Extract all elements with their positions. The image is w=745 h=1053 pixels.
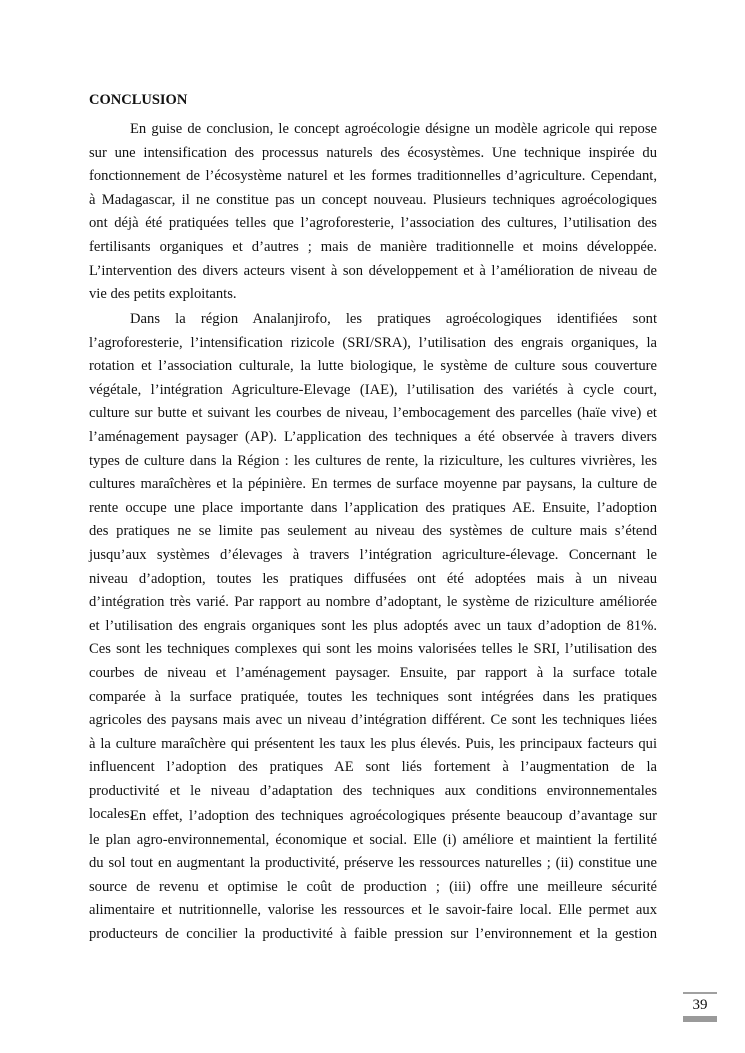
text-line: et l’utilisation des engrais organiques sont les plus adoptés avec un taux d’adoption de 81%. bbox=[89, 617, 657, 634]
page-number-box bbox=[683, 992, 717, 1022]
text-line: jusqu’aux systèmes d’élevages à travers l’intégration agriculture-élevage. Concernant le bbox=[89, 546, 657, 563]
text-line: l’aménagement paysager (AP). L’application des techniques a été observée à travers divers bbox=[89, 428, 657, 445]
text-line: source de revenu et optimise le coût de production ; (iii) offre une meilleure sécurité bbox=[89, 878, 657, 895]
text-line: à Madagascar, il ne constitue pas un concept nouveau. Plusieurs techniques agroécologiques bbox=[89, 191, 657, 208]
text-line: culture sur butte et suivant les courbes de niveau, l’embocagement des parcelles (haïe vive) et bbox=[89, 405, 657, 422]
text-line: locales. bbox=[89, 806, 134, 823]
text-line: agricoles des paysans mais avec un niveau d’intégration différent. Ce sont les techniques liées bbox=[89, 712, 657, 729]
text-line: fertilisants organiques et d’autres ; mais de manière traditionnelle et moins développée. bbox=[89, 238, 657, 255]
text-line: fonctionnement de l’écosystème naturel et les formes traditionnelles d’agriculture. Cependant, bbox=[89, 168, 657, 185]
text-line: du sol tout en augmentant la productivité, préserve les ressources naturelles ; (ii) constitue une bbox=[89, 855, 657, 872]
text-line: productivité et le niveau d’adaptation des techniques aux conditions environnementales bbox=[89, 782, 657, 799]
section-heading: CONCLUSION bbox=[89, 92, 188, 108]
text-line: des pratiques ne se limite pas seulement au niveau des systèmes de culture mais s’étend bbox=[89, 523, 657, 540]
text-line: rente occupe une place importante dans l’application des pratiques AE. Ensuite, l’adoption bbox=[89, 499, 657, 516]
text-line: ont déjà été pratiquées telles que l’agroforesterie, l’association des cultures, l’utilisation des bbox=[89, 215, 657, 232]
text-line: le plan agro-environnemental, économique et social. Elle (i) améliore et maintient la fertilité bbox=[89, 831, 657, 848]
text-line: niveau d’adoption, toutes les pratiques diffusées ont été adoptées mais à un niveau bbox=[89, 570, 657, 587]
text-line: végétale, l’intégration Agriculture-Elevage (IAE), l’utilisation des variétés à cycle court, bbox=[89, 381, 657, 398]
paragraph-2 bbox=[89, 308, 657, 827]
text-line: producteurs de concilier la productivité à faible pression sur l’environnement et la gestion bbox=[89, 925, 657, 942]
text-line: courbes de niveau et l’aménagement paysager. Ensuite, par rapport à la surface totale bbox=[89, 664, 657, 681]
text-line: vie des petits exploitants. bbox=[89, 286, 237, 303]
text-line: En guise de conclusion, le concept agroécologie désigne un modèle agricole qui repose bbox=[130, 121, 657, 137]
text-line: L’intervention des divers acteurs visent à son développement et à l’amélioration de niveau de bbox=[89, 262, 657, 279]
text-line: cultures maraîchères et la pépinière. En termes de surface moyenne par paysans, la culture de bbox=[89, 476, 657, 493]
text-line: Dans la région Analanjirofo, les pratiques agroécologiques identifiées sont bbox=[130, 311, 657, 327]
text-line: comparée à la surface pratiquée, toutes les techniques sont intégrées dans les pratiques bbox=[89, 688, 657, 705]
text-line: l’agroforesterie, l’intensification rizicole (SRI/SRA), l’utilisation des engrais organiques, la bbox=[89, 334, 657, 351]
text-line: En effet, l’adoption des techniques agroécologiques présente beaucoup d’avantage sur bbox=[130, 808, 657, 824]
text-line: types de culture dans la Région : les cultures de rente, la riziculture, les cultures vivrières, les bbox=[89, 452, 657, 469]
text-line: d’intégration très varié. Par rapport au nombre d’adoptant, le système de riziculture améliorée bbox=[89, 594, 657, 611]
page-number: 39 bbox=[692, 997, 708, 1013]
text-line: à la culture maraîchère qui présentent les taux les plus élevés. Puis, les principaux facteurs qui bbox=[89, 735, 657, 752]
text-line: Ces sont les techniques complexes qui sont les moins valorisées telles le SRI, l’utilisation des bbox=[89, 641, 657, 658]
text-line: sur une intensification des processus naturels des écosystèmes. Une technique inspirée du bbox=[89, 144, 657, 161]
text-line: influencent l’adoption des pratiques AE sont liés fortement à l’augmentation de la bbox=[89, 759, 657, 776]
text-line: alimentaire et nutritionnelle, valorise les ressources et le savoir-faire local. Elle permet aux bbox=[89, 902, 657, 919]
paragraph-3 bbox=[89, 805, 657, 947]
page-number-bar bbox=[683, 1016, 717, 1022]
paragraph-1 bbox=[89, 118, 657, 307]
text-line: rotation et l’association culturale, la lutte biologique, le système de culture sous couverture bbox=[89, 358, 657, 375]
